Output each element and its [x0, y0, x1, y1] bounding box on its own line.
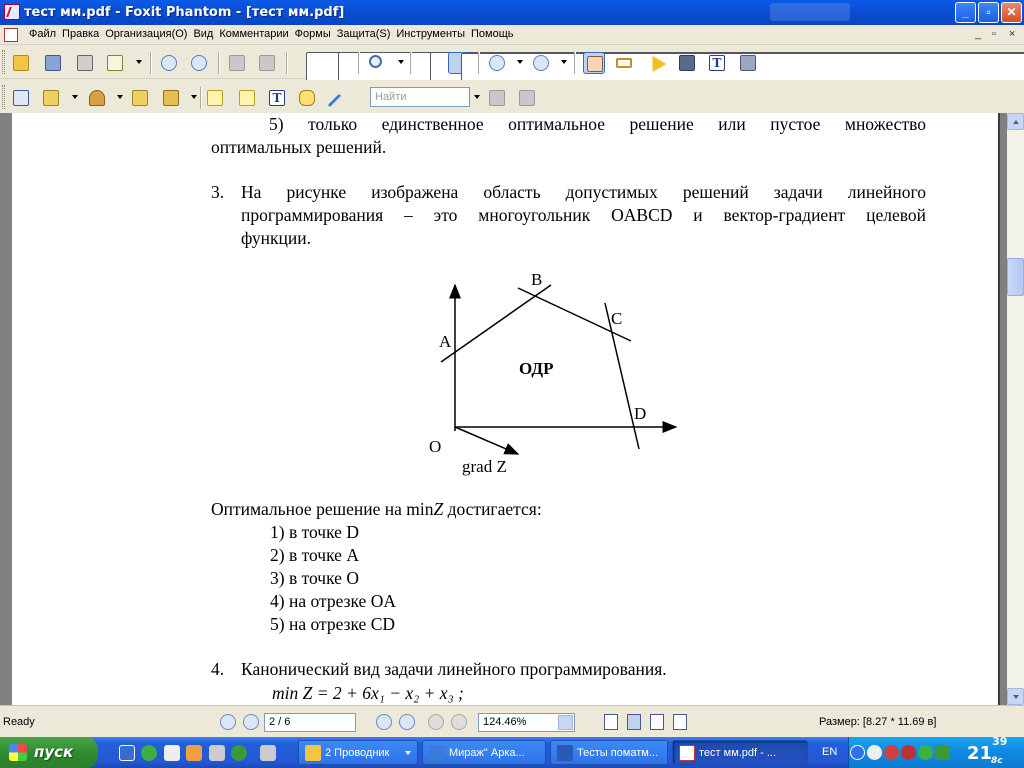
region-label: ОДР: [519, 359, 554, 378]
history-forward-button[interactable]: [451, 714, 467, 730]
search-button[interactable]: [676, 52, 698, 74]
text-line: функции.: [241, 228, 311, 248]
textbox-button[interactable]: [266, 87, 288, 109]
gradient-vector: [455, 427, 518, 454]
language-indicator-icon[interactable]: [935, 745, 950, 760]
zoom-combo-dropdown[interactable]: [558, 715, 573, 730]
text-line: программирования – это многоугольник OABCD и вектор-градиент целевой: [241, 205, 926, 225]
last-page-button[interactable]: [399, 714, 415, 730]
menu-item[interactable]: Правка: [62, 28, 100, 40]
clock[interactable]: [967, 735, 1008, 766]
quicklaunch-overflow-icon[interactable]: [260, 745, 276, 761]
question-number: 3.: [211, 182, 225, 202]
menu-item[interactable]: Помощь: [470, 28, 514, 40]
zoom-in-dropdown-arrow[interactable]: [561, 60, 567, 64]
task-label: Мираж" Арка...: [449, 747, 525, 759]
show-desktop-icon[interactable]: [119, 745, 135, 761]
menu-item[interactable]: Организация(O): [105, 28, 188, 40]
menu-item[interactable]: Защита(S): [336, 28, 391, 40]
next-page-button[interactable]: [188, 52, 210, 74]
document-quicklaunch-icon[interactable]: [209, 745, 225, 761]
security-dropdown-arrow[interactable]: [191, 95, 197, 99]
prompt-var: Z: [433, 499, 444, 519]
save-button[interactable]: [42, 52, 64, 74]
menu-item[interactable]: Комментарии: [219, 28, 289, 40]
toolbar-separator: [218, 52, 220, 74]
print-button[interactable]: [74, 52, 96, 74]
menu-item[interactable]: Формы: [294, 28, 331, 40]
prev-page-button[interactable]: [243, 714, 259, 730]
find-dropdown-arrow[interactable]: [474, 95, 480, 99]
mdi-close-button[interactable]: ×: [1009, 28, 1016, 40]
minimize-button[interactable]: _: [955, 2, 976, 23]
chevron-down-icon: [405, 751, 411, 755]
email-icon: [107, 55, 123, 71]
icq-icon[interactable]: [141, 745, 157, 761]
window-title: тест мм.pdf - Foxit Phantom - [тест мм.pdf]: [24, 5, 345, 20]
arrow-up-circle-icon: [161, 55, 177, 71]
chevron-up-icon: [1013, 120, 1019, 124]
gradient-label: grad Z: [462, 457, 507, 476]
status-text: Ready: [3, 716, 35, 728]
toolbar-separator: [150, 52, 152, 74]
maximize-button[interactable]: ▫: [978, 2, 999, 23]
label-c: C: [611, 309, 623, 328]
next-page-status-button[interactable]: [376, 714, 392, 730]
continuous-facing-view-icon[interactable]: [673, 714, 687, 730]
pdf-page: [12, 113, 998, 705]
forward-arrow-icon: [259, 55, 275, 71]
kaspersky-icon[interactable]: [884, 745, 899, 760]
comment-toolbar: [0, 80, 1024, 114]
question-number: 4.: [211, 659, 225, 679]
toolbar-separator: [200, 87, 202, 109]
binoculars-icon: [679, 55, 695, 71]
tray-expand-icon[interactable]: [850, 745, 865, 760]
clock-minute: 39: [992, 735, 1008, 748]
document-viewport[interactable]: [0, 113, 1007, 705]
clock-second: 8с: [991, 756, 1003, 766]
stamp-button[interactable]: [86, 87, 108, 109]
toolbar-grip[interactable]: [2, 85, 5, 109]
mdi-restore-button[interactable]: ▫: [992, 28, 996, 40]
printer-icon: [77, 55, 93, 71]
title-bar: [0, 0, 1024, 25]
start-button[interactable]: [0, 737, 98, 768]
note-button[interactable]: [204, 87, 226, 109]
answer-option: 5) на отрезке CD: [270, 614, 396, 634]
text-line: На рисунке изображена область допустимых решений задачи линейного: [241, 182, 926, 202]
security-button[interactable]: [160, 87, 182, 109]
hand-icon: [587, 56, 603, 72]
text-line: оптимальных решений.: [211, 137, 387, 157]
history-back-button[interactable]: [428, 714, 444, 730]
single-page-view-icon[interactable]: [604, 714, 618, 730]
arrow-cursor-icon: [646, 52, 667, 72]
select-text-button[interactable]: [613, 52, 635, 74]
find-next-icon: [519, 90, 535, 106]
form-button[interactable]: [236, 87, 258, 109]
document-icon[interactable]: [4, 28, 18, 42]
text-box-icon: T: [269, 90, 285, 106]
label-b: B: [531, 270, 543, 289]
windows-flag-icon: [9, 744, 27, 761]
label-d: D: [634, 404, 647, 423]
window-icon: [13, 90, 29, 106]
toolbar-separator: [574, 52, 576, 74]
facing-view-icon[interactable]: [650, 714, 664, 730]
zoom-field[interactable]: [478, 713, 575, 732]
taskbar-item-explorer[interactable]: [298, 740, 418, 765]
stamp-dropdown-arrow[interactable]: [117, 95, 123, 99]
taskbar-item-word[interactable]: [550, 740, 668, 765]
toolbar-separator: [410, 52, 412, 74]
toolbar-separator: [286, 52, 288, 74]
foxit-icon: [679, 745, 695, 761]
snapshot-button[interactable]: [737, 52, 759, 74]
zoom-tool-button[interactable]: [366, 52, 388, 74]
typewriter-button[interactable]: [706, 52, 728, 74]
label-o: O: [429, 437, 442, 456]
plus-circle-icon: [533, 55, 549, 71]
edit-document-button[interactable]: [40, 87, 62, 109]
taskbar-item-foxit[interactable]: [672, 740, 808, 765]
email-dropdown-arrow[interactable]: [136, 60, 142, 64]
start-label: пуск: [34, 743, 74, 761]
page-number-field[interactable]: 2 / 6: [264, 713, 356, 732]
previous-page-button[interactable]: [158, 52, 180, 74]
prompt-pre: Оптимальное решение на min: [211, 499, 434, 519]
magnifier-icon: [369, 55, 382, 68]
back-arrow-icon: [229, 55, 245, 71]
speech-bubble-icon: [299, 90, 315, 106]
edit-pencil-icon: [43, 90, 59, 106]
sign-button[interactable]: [129, 87, 151, 109]
camera-icon: [740, 55, 756, 71]
task-label: тест мм.pdf - ...: [699, 747, 777, 759]
arrow-down-circle-icon: [191, 55, 207, 71]
save-disk-icon: [45, 55, 61, 71]
scroll-up-button[interactable]: [1007, 113, 1024, 130]
odr-figure: [12, 113, 998, 705]
zoom-in-button[interactable]: [530, 52, 552, 74]
edit-dropdown-arrow[interactable]: [72, 95, 78, 99]
toolbar-grip[interactable]: [2, 50, 5, 74]
menu-items: [26, 28, 516, 40]
extract-page-button[interactable]: [326, 52, 348, 74]
form-check-icon: [239, 90, 255, 106]
text-tool-icon: T: [709, 55, 725, 71]
forward-button[interactable]: [256, 52, 278, 74]
background-window-ghost: [770, 3, 850, 21]
taskbar: [0, 737, 1024, 768]
find-previous-button[interactable]: [486, 87, 508, 109]
vertical-scrollbar[interactable]: [1007, 113, 1024, 705]
callout-button[interactable]: [296, 87, 318, 109]
answer-option: 4) на отрезке OA: [270, 591, 396, 611]
find-input[interactable]: Найти: [370, 87, 470, 107]
word-icon: [557, 745, 573, 761]
label-a: A: [439, 332, 452, 351]
toolbar-separator: [358, 52, 360, 74]
answer-option: 3) в точке O: [270, 568, 359, 588]
menu-item[interactable]: Инструменты: [396, 28, 465, 40]
zoom-dropdown-arrow[interactable]: [398, 60, 404, 64]
insert-page-button[interactable]: [294, 52, 316, 74]
taskbar-item-archicad[interactable]: [422, 740, 546, 765]
status-bar: [0, 705, 1024, 737]
lock-icon: [163, 90, 179, 106]
answer-option: 1) в точке D: [270, 522, 359, 542]
answer-option: 2) в точке A: [270, 545, 359, 565]
folder-open-icon: [13, 55, 29, 71]
text-line: 5) только единственное оптимальное решение или пустое множество: [269, 114, 926, 134]
arrow-tool-button[interactable]: [328, 87, 350, 109]
continuous-view-icon[interactable]: [627, 714, 641, 730]
prompt-post: достигается:: [443, 499, 542, 519]
fit-width-button[interactable]: [448, 52, 470, 74]
archicad-icon: [429, 745, 445, 761]
antivirus-icon[interactable]: [901, 745, 916, 760]
zoom-out-button[interactable]: [486, 52, 508, 74]
media-quicklaunch-icon[interactable]: [186, 745, 202, 761]
language-label[interactable]: EN: [822, 746, 838, 758]
open-button[interactable]: [10, 52, 32, 74]
menu-bar: [0, 25, 1024, 45]
stamp-icon: [89, 90, 105, 106]
app-quicklaunch-icon[interactable]: [164, 745, 180, 761]
find-next-button[interactable]: [516, 87, 538, 109]
find-previous-icon: [489, 90, 505, 106]
minus-circle-icon: [489, 55, 505, 71]
scroll-thumb[interactable]: [1007, 258, 1024, 296]
folder-icon: [305, 745, 321, 761]
chevron-down-icon: [1013, 695, 1019, 699]
signature-icon: [132, 90, 148, 106]
clock-hour: 21: [967, 743, 993, 764]
hand-tool-button[interactable]: [583, 52, 605, 74]
browser-quicklaunch-icon[interactable]: [231, 745, 247, 761]
menu-item[interactable]: Файл: [29, 28, 57, 40]
main-toolbar: [0, 45, 1024, 79]
zoom-out-dropdown-arrow[interactable]: [517, 60, 523, 64]
view-button[interactable]: [10, 87, 32, 109]
question-prompt: [211, 499, 542, 520]
scroll-down-button[interactable]: [1007, 688, 1024, 705]
network-icon[interactable]: [867, 745, 882, 760]
task-label: Тесты поматм...: [577, 747, 659, 759]
foxit-app-icon[interactable]: [4, 4, 20, 20]
text-line: Канонический вид задачи линейного программирования.: [241, 659, 667, 679]
icq-tray-icon[interactable]: [918, 745, 933, 760]
select-text-icon: [616, 58, 632, 68]
note-pencil-icon: [207, 90, 223, 106]
back-button[interactable]: [226, 52, 248, 74]
menu-item[interactable]: Вид: [193, 28, 214, 40]
fit-page-button[interactable]: [418, 52, 440, 74]
formula: min Z = 2 + 6x₁ − x₂ + x₃ ;: [272, 683, 464, 703]
zoom-value: 124.46%: [483, 716, 527, 728]
toolbar-separator: [478, 52, 480, 74]
page-size-label: Размер: [8.27 * 11.69 в]: [819, 716, 937, 728]
close-button[interactable]: ✕: [1001, 2, 1022, 23]
email-button[interactable]: [104, 52, 126, 74]
first-page-button[interactable]: [220, 714, 236, 730]
select-annotation-button[interactable]: [645, 52, 667, 74]
task-label: 2 Проводник: [325, 747, 390, 759]
mdi-minimize-button[interactable]: _: [975, 28, 982, 40]
